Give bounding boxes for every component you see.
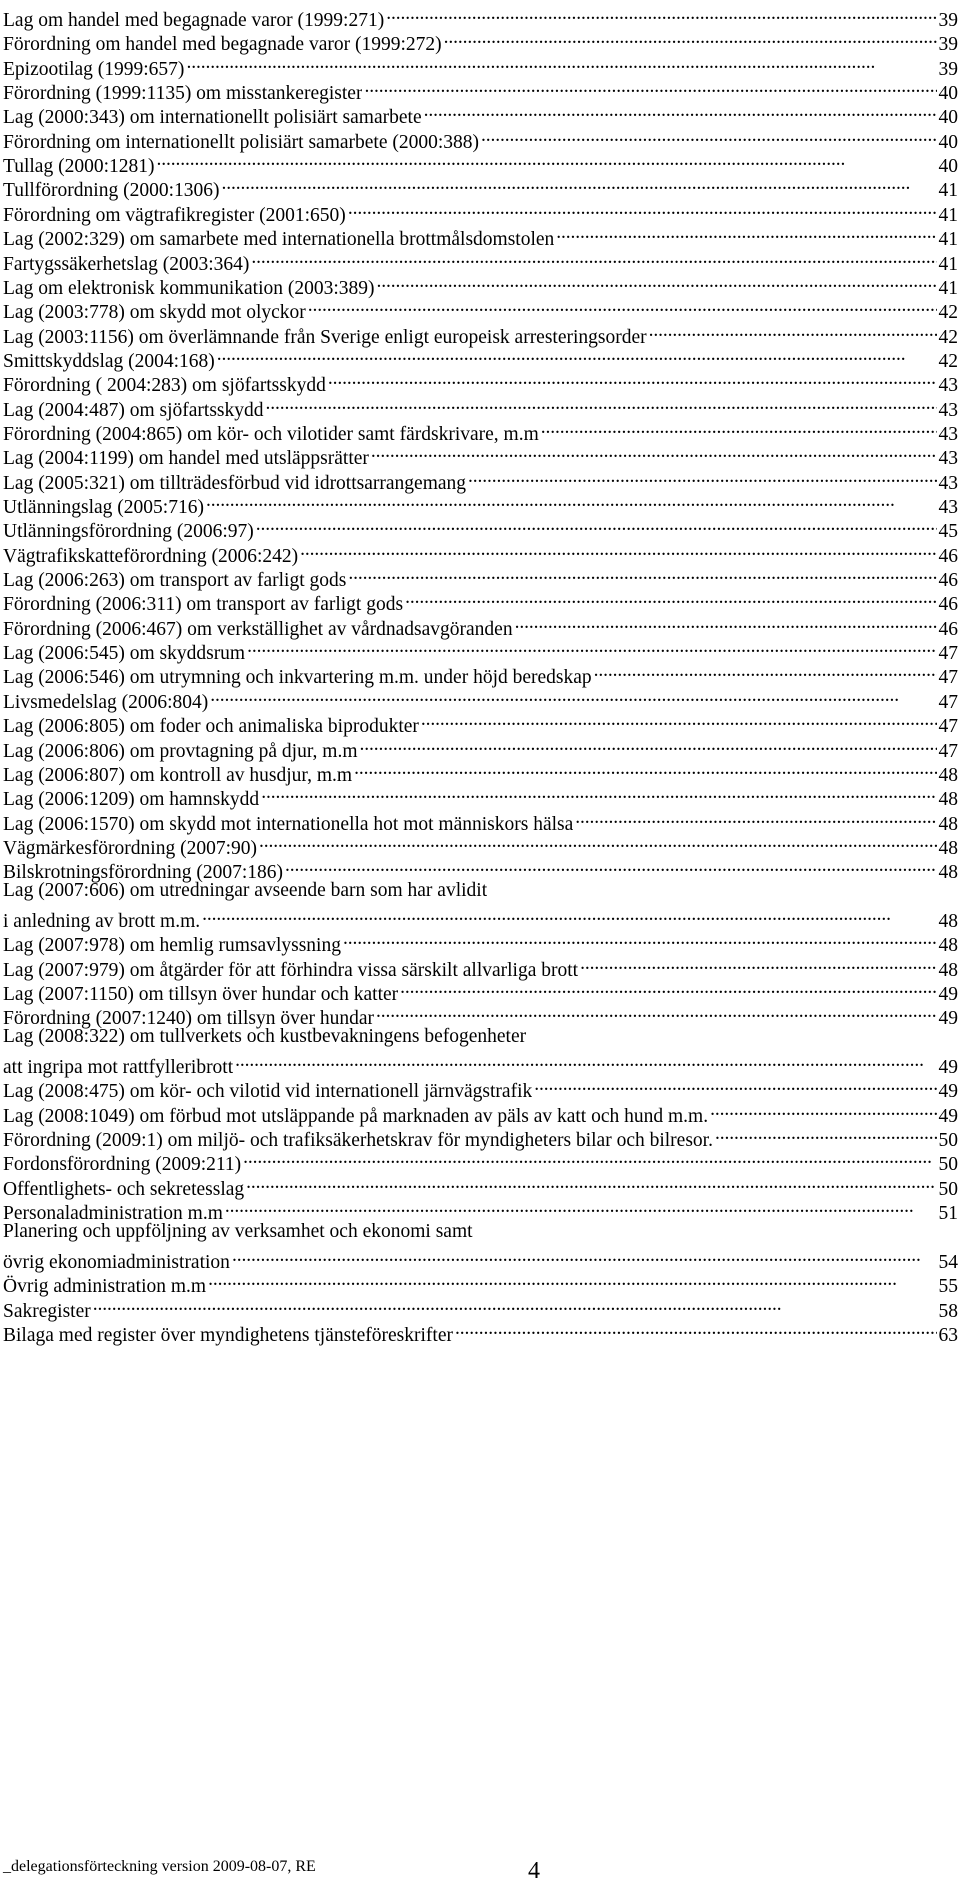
toc-entry-title: Lag (2006:806) om provtagning på djur, m.m <box>3 740 358 762</box>
toc-entry[interactable] <box>3 1268 958 1298</box>
toc-entry[interactable] <box>3 1293 958 1322</box>
toc-entry-title: Lag (2008:322) om tullverkets och kustbevakningens befogenheter <box>3 1025 527 1047</box>
toc-entry[interactable] <box>3 51 958 80</box>
toc-entry-title: Lag (2006:805) om foder och animaliska biprodukter <box>3 716 419 738</box>
toc-entry[interactable] <box>3 806 958 835</box>
dot-leader <box>254 513 937 537</box>
toc-entry-page-number: 48 <box>938 764 958 786</box>
toc-entry[interactable] <box>3 1049 958 1079</box>
dot-leader <box>573 806 936 830</box>
toc-entry-title: Lag (2003:1156) om överlämnande från Sverige enligt europeisk arresteringsorder <box>3 326 647 348</box>
toc-entry-page-number: 41 <box>938 253 958 275</box>
dot-leader <box>241 1146 936 1170</box>
toc-entry-title: Tullag (2000:1281) <box>3 156 155 178</box>
toc-entry-title: Lag (2000:343) om internationellt polisiärt samarbete <box>3 107 422 129</box>
toc-entry-page-number: 47 <box>938 667 958 689</box>
toc-entry[interactable] <box>3 26 958 56</box>
toc-entry-title: Förordning om handel med begagnade varor (1999:272) <box>3 34 442 56</box>
dot-leader <box>184 51 936 75</box>
toc-entry[interactable] <box>3 586 958 616</box>
toc-entry-title: Förordning (2007:1240) om tillsyn över hundar <box>3 1008 375 1030</box>
toc-entry[interactable] <box>3 781 958 811</box>
dot-leader <box>374 1000 936 1024</box>
toc-entry-page-number: 50 <box>938 1178 958 1200</box>
toc-entry[interactable] <box>3 392 958 421</box>
footer-document-version: _delegationsförteckning version 2009-08-07, RE <box>3 1858 316 1875</box>
dot-leader <box>233 1049 936 1073</box>
dot-leader <box>713 1122 937 1146</box>
toc-entry-page-number: 43 <box>938 399 958 421</box>
dot-leader <box>375 270 937 294</box>
toc-entry-title: Vägmärkesförordning (2007:90) <box>3 837 257 859</box>
toc-entry-page-number: 43 <box>938 472 958 494</box>
toc-entry-title: Utlänningslag (2005:716) <box>3 497 204 518</box>
dot-leader <box>352 757 936 781</box>
dot-leader <box>422 99 937 123</box>
toc-entry-page-number: 42 <box>938 302 958 324</box>
toc-entry-title: Förordning (1999:1135) om misstankeregister <box>3 83 363 105</box>
toc-entry-page-number: 46 <box>938 570 958 592</box>
toc-entry-title: Lag (2007:978) om hemlig rumsavlyssning <box>3 935 341 957</box>
toc-entry-title: Lag (2004:487) om sjöfartsskydd <box>3 399 264 421</box>
toc-entry[interactable] <box>3 1122 958 1152</box>
dot-leader <box>283 854 936 878</box>
dot-leader <box>369 440 937 464</box>
toc-entry-page-number: 40 <box>938 83 958 105</box>
dot-leader <box>647 319 937 343</box>
toc-entry-title: Lag (2006:1209) om hamnskydd <box>3 789 260 811</box>
toc-entry-page-number: 58 <box>938 1300 958 1322</box>
toc-entry-page-number: 43 <box>938 423 958 445</box>
toc-entry-title: Planering och uppföljning av verksamhet och ekonomi samt <box>3 1220 473 1242</box>
toc-entry-page-number: 51 <box>938 1203 958 1225</box>
toc-entry[interactable] <box>3 221 958 251</box>
dot-leader <box>346 197 937 221</box>
toc-entry-title: Förordning (2009:1) om miljö- och trafiksäkerhetskrav för myndigheters bilar och bilresor. <box>3 1130 713 1152</box>
toc-entry-page-number: 45 <box>938 521 958 543</box>
toc-entry[interactable] <box>3 440 958 470</box>
dot-leader <box>230 1244 937 1268</box>
toc-entry-title: Bilskrotningsförordning (2007:186) <box>3 862 284 884</box>
toc-entry-title: i anledning av brott m.m. <box>3 910 201 932</box>
toc-entry[interactable] <box>3 319 958 348</box>
toc-entry[interactable] <box>3 733 958 762</box>
toc-entry[interactable] <box>3 927 958 957</box>
dot-leader <box>466 465 936 489</box>
toc-entry-page-number: 43 <box>938 448 958 470</box>
toc-entry-title: Förordning (2004:865) om kör- och vilotider samt färdskrivare, m.m <box>3 423 539 445</box>
toc-entry-title: Tullförordning (2000:1306) <box>3 180 220 202</box>
toc-entry-page-number: 49 <box>938 1057 958 1079</box>
dot-leader <box>453 1317 937 1341</box>
dot-leader <box>249 246 936 270</box>
dot-leader <box>708 1098 936 1122</box>
toc-entry-title: Lag (2006:546) om utrymning och inkvartering m.m. under höjd beredskap <box>3 667 592 689</box>
dot-leader <box>341 927 937 951</box>
toc-entry[interactable] <box>3 684 958 713</box>
toc-entry[interactable] <box>3 294 958 324</box>
dot-leader <box>204 489 937 513</box>
dot-leader <box>403 586 936 610</box>
toc-entry-page-number: 46 <box>938 618 958 640</box>
dot-leader <box>223 1195 937 1219</box>
dot-leader <box>245 635 936 659</box>
toc-entry[interactable] <box>3 635 958 665</box>
toc-entry[interactable] <box>3 1146 958 1176</box>
dot-leader <box>419 708 937 732</box>
toc-entry-page-number: 40 <box>938 156 958 178</box>
toc-entry-title: Förordning om internationellt polisiärt samarbete (2000:388) <box>3 131 480 153</box>
toc-entry-title: Lag om elektronisk kommunikation (2003:389) <box>3 277 375 299</box>
toc-entry-title: Vägtrafikskatteförordning (2006:242) <box>3 545 299 567</box>
toc-entry-page-number: 47 <box>938 716 958 738</box>
toc-entry-page-number: 47 <box>938 740 958 762</box>
toc-entry-title: Lag (2006:263) om transport av farligt gods <box>3 570 347 592</box>
dot-leader <box>362 75 936 99</box>
footer-page-number: 4 <box>528 1858 540 1884</box>
toc-entry-page-number: 48 <box>938 935 958 957</box>
dot-leader <box>554 221 936 245</box>
toc-entry-page-number: 39 <box>938 58 958 80</box>
toc-entry-page-number: 55 <box>938 1276 958 1298</box>
toc-entry-title: Förordning om vägtrafikregister (2001:650) <box>3 204 346 226</box>
toc-entry[interactable] <box>3 75 958 105</box>
toc-entry-title: Förordning (2006:311) om transport av farligt gods <box>3 594 404 616</box>
dot-leader <box>592 659 937 683</box>
toc-entry[interactable] <box>3 465 958 494</box>
toc-entry[interactable] <box>3 976 958 1005</box>
toc-entry-page-number: 40 <box>938 107 958 129</box>
toc-entry[interactable] <box>3 1000 958 1030</box>
toc-entry-title: Personaladministration m.m <box>3 1203 223 1225</box>
toc-entry-page-number: 48 <box>938 813 958 835</box>
dot-leader <box>206 1268 936 1292</box>
dot-leader <box>358 733 937 757</box>
toc-entry-title: Övrig administration m.m <box>3 1276 207 1298</box>
toc-entry-page-number: 41 <box>938 229 958 251</box>
dot-leader <box>398 976 936 1000</box>
toc-entry-title: Förordning (2006:467) om verkställighet av vårdnadsavgöranden <box>3 618 513 640</box>
dot-leader <box>208 684 936 708</box>
toc-entry[interactable] <box>3 2 958 31</box>
toc-entry-page-number: 46 <box>938 545 958 567</box>
dot-leader <box>326 367 937 391</box>
toc-entry-page-number: 43 <box>938 497 958 518</box>
dot-leader <box>215 343 937 367</box>
dot-leader <box>257 830 937 854</box>
toc-entry-title: Lag om handel med begagnade varor (1999:271) <box>3 10 385 31</box>
toc-entry-title: Lag (2002:329) om samarbete med internationella brottmålsdomstolen <box>3 229 555 251</box>
toc-entry-title: Smittskyddslag (2004:168) <box>3 350 215 372</box>
toc-entry[interactable] <box>3 854 958 884</box>
toc-entry-title: Livsmedelslag (2006:804) <box>3 691 209 713</box>
toc-entry-title: Lag (2006:1570) om skydd mot internationella hot mot människors hälsa <box>3 813 574 835</box>
toc-entry-page-number: 47 <box>938 691 958 713</box>
toc-entry-page-number: 48 <box>938 837 958 859</box>
toc-entry[interactable] <box>3 172 958 202</box>
toc-entry[interactable] <box>3 879 958 903</box>
toc-entry[interactable] <box>3 708 958 738</box>
toc-entry-title: Lag (2006:545) om skyddsrum <box>3 643 246 665</box>
toc-entry[interactable] <box>3 489 958 518</box>
toc-entry[interactable] <box>3 1025 958 1049</box>
toc-entry-title: Lag (2008:1049) om förbud mot utsläppande på marknaden av päls av katt och hund m.m. <box>3 1105 709 1127</box>
toc-entry-title: Lag (2005:321) om tillträdesförbud vid idrottsarrangemang <box>3 472 467 494</box>
toc-entry-page-number: 39 <box>938 34 958 56</box>
toc-entry-title: Bilaga med register över myndighetens tjänsteföreskrifter <box>3 1324 453 1346</box>
page-footer <box>0 1848 960 1886</box>
toc-entry-page-number: 49 <box>938 984 958 1005</box>
dot-leader <box>578 952 936 976</box>
toc-entry[interactable] <box>3 1244 958 1273</box>
toc-entry-title: Lag (2007:979) om åtgärder för att förhindra vissa särskilt allvarliga brott <box>3 959 579 981</box>
dot-leader <box>384 2 936 26</box>
toc-entry-page-number: 49 <box>938 1081 958 1103</box>
toc-entry-title: övrig ekonomiadministration <box>3 1251 230 1273</box>
toc-entry[interactable] <box>3 99 958 129</box>
toc-entry-page-number: 48 <box>938 959 958 981</box>
toc-entry-title: att ingripa mot rattfylleribrott <box>3 1057 234 1079</box>
toc-entry-page-number: 48 <box>938 789 958 811</box>
toc-entry[interactable] <box>3 659 958 689</box>
dot-leader <box>200 903 936 927</box>
toc-entry[interactable] <box>3 611 958 640</box>
dot-leader <box>442 26 937 50</box>
dot-leader <box>259 781 936 805</box>
toc-entry-page-number: 50 <box>938 1154 958 1176</box>
dot-leader <box>220 172 937 196</box>
toc-entry[interactable] <box>3 952 958 981</box>
toc-entry[interactable] <box>3 757 958 786</box>
toc-entry-page-number: 40 <box>938 131 958 153</box>
toc-entry-title: Offentlighets- och sekretesslag <box>3 1178 245 1200</box>
toc-entry-page-number: 48 <box>938 910 958 932</box>
toc-entry-page-number: 42 <box>938 350 958 372</box>
toc-entry[interactable] <box>3 270 958 299</box>
toc-entry-title: Fartygssäkerhetslag (2003:364) <box>3 253 250 275</box>
toc-entry-title: Sakregister <box>3 1300 91 1322</box>
toc-entry-page-number: 63 <box>938 1324 958 1346</box>
toc-entry-title: Lag (2007:1150) om tillsyn över hundar och katter <box>3 984 399 1005</box>
toc-entry-title: Epizootilag (1999:657) <box>3 58 185 80</box>
toc-entry[interactable] <box>3 124 958 153</box>
dot-leader <box>264 392 937 416</box>
toc-entry[interactable] <box>3 148 958 178</box>
toc-entry-title: Lag (2004:1199) om handel med utsläppsrätter <box>3 448 369 470</box>
toc-entry-page-number: 42 <box>938 326 958 348</box>
dot-leader <box>532 1073 936 1097</box>
toc-entry[interactable] <box>3 1073 958 1103</box>
toc-entry-title: Utlänningsförordning (2006:97) <box>3 521 254 543</box>
toc-entry-page-number: 46 <box>938 594 958 616</box>
dot-leader <box>539 416 937 440</box>
dot-leader <box>298 538 936 562</box>
dot-leader <box>513 611 937 635</box>
toc-entry[interactable] <box>3 367 958 397</box>
toc-entry[interactable] <box>3 197 958 226</box>
toc-entry-page-number: 41 <box>938 204 958 226</box>
toc-entry-title: Förordning ( 2004:283) om sjöfartsskydd <box>3 375 326 397</box>
toc-entry-page-number: 43 <box>938 375 958 397</box>
toc-entry[interactable] <box>3 1317 958 1346</box>
toc-entry[interactable] <box>3 1171 958 1200</box>
toc-entry-title: Lag (2003:778) om skydd mot olyckor <box>3 302 306 324</box>
toc-entry-title: Lag (2006:807) om kontroll av husdjur, m.m <box>3 764 353 786</box>
toc-entry-page-number: 41 <box>938 180 958 202</box>
toc-entry[interactable] <box>3 903 958 932</box>
toc-entry-page-number: 41 <box>938 277 958 299</box>
toc-entry[interactable] <box>3 246 958 275</box>
toc-entry-page-number: 39 <box>938 10 958 31</box>
toc-entry[interactable] <box>3 538 958 567</box>
dot-leader <box>479 124 936 148</box>
toc-entry[interactable] <box>3 562 958 592</box>
dot-leader <box>346 562 936 586</box>
toc-entry[interactable] <box>3 1195 958 1225</box>
dot-leader <box>244 1171 936 1195</box>
dot-leader <box>155 148 937 172</box>
toc-entry-page-number: 47 <box>938 643 958 665</box>
toc-entry-title: Lag (2008:475) om kör- och vilotid vid internationell järnvägstrafik <box>3 1081 533 1103</box>
dot-leader <box>306 294 937 318</box>
toc-entry[interactable] <box>3 1098 958 1127</box>
toc-entry-page-number: 50 <box>938 1130 958 1152</box>
dot-leader <box>91 1293 937 1317</box>
toc-entry-title: Fordonsförordning (2009:211) <box>3 1154 242 1176</box>
toc-entry-page-number: 48 <box>938 862 958 884</box>
toc-entry-page-number: 49 <box>938 1008 958 1030</box>
toc-entry-title: Lag (2007:606) om utredningar avseende barn som har avlidit <box>3 879 488 901</box>
toc-entry-page-number: 49 <box>938 1105 958 1127</box>
toc-entry[interactable] <box>3 1220 958 1244</box>
toc-entry[interactable] <box>3 513 958 543</box>
toc-entry[interactable] <box>3 416 958 445</box>
toc-entry[interactable] <box>3 830 958 859</box>
toc-entry[interactable] <box>3 343 958 372</box>
toc-entry-page-number: 54 <box>938 1251 958 1273</box>
